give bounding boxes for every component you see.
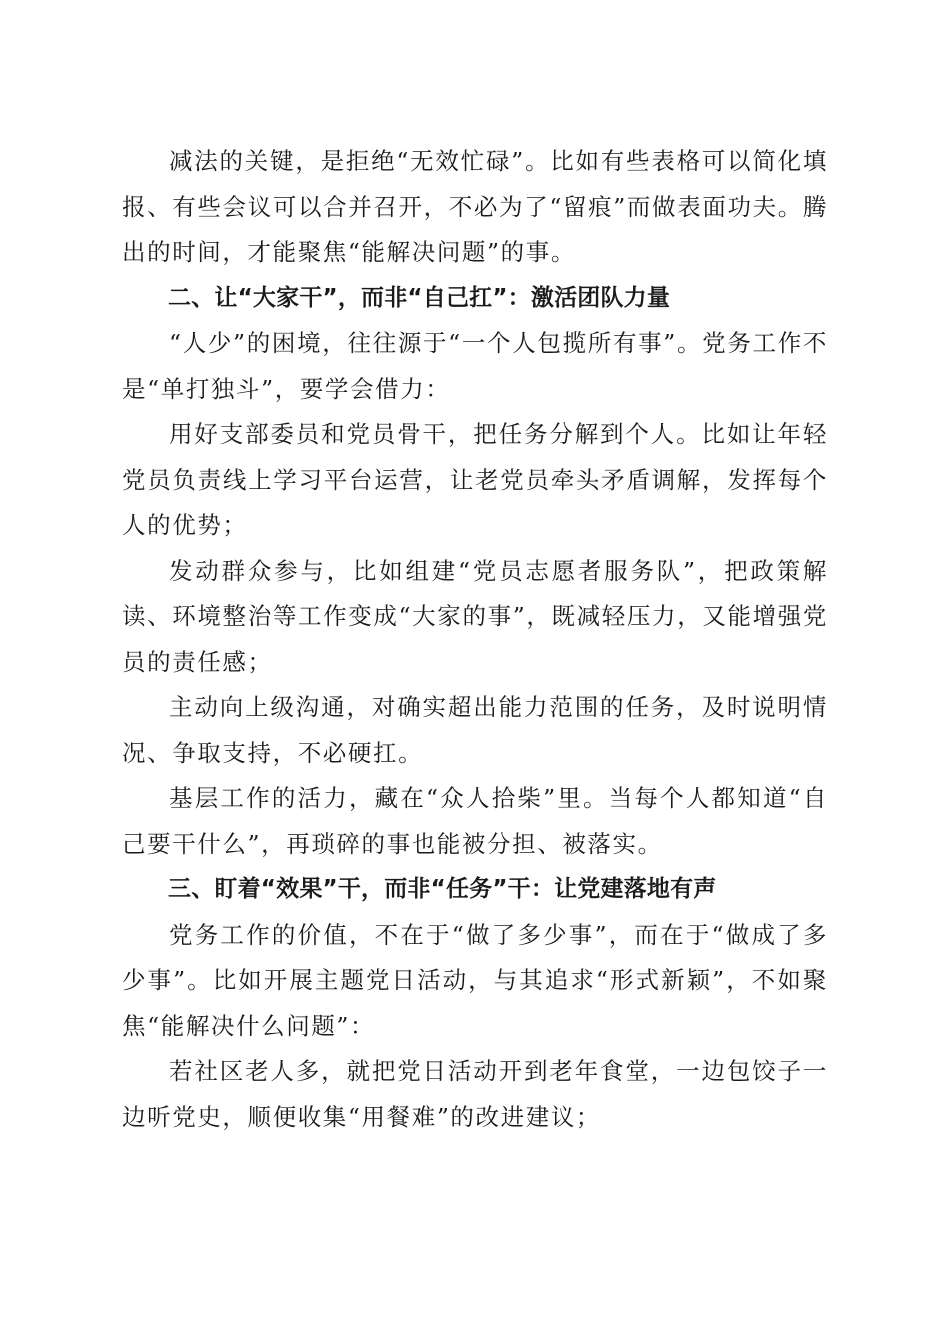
body-paragraph: 减法的关键，是拒绝“无效忙碌”。比如有些表格可以简化填报、有些会议可以合并召开，不必为了“留痕”而做表面功夫。腾出的时间，才能聚焦“能解决问题”的事。 — [122, 147, 828, 266]
document-page — [122, 139, 828, 1140]
body-paragraph: 党务工作的价值，不在于“做了多少事”，而在于“做成了多少事”。比如开展主题党日活动，与其追求“形式新颖”，不如聚焦“能解决什么问题”： — [122, 920, 828, 1040]
body-paragraph: “人少”的困境，往往源于“一个人包揽所有事”。党务工作不是“单打独斗”，要学会借力： — [122, 329, 828, 403]
body-paragraph: 用好支部委员和党员骨干，把任务分解到个人。比如让年轻党员负责线上学习平台运营，让老党员牵头矛盾调解，发挥每个人的优势； — [122, 420, 828, 539]
body-paragraph: 发动群众参与，比如组建“党员志愿者服务队”，把政策解读、环境整治等工作变成“大家的事”，既减轻压力，又能增强党员的责任感； — [122, 556, 828, 676]
section-heading: 三、盯着“效果”干，而非“任务”干：让党建落地有声 — [168, 876, 717, 902]
body-paragraph: 基层工作的活力，藏在“众人拾柴”里。当每个人都知道“自己要干什么”，再琐碎的事也能被分担、被落实。 — [122, 784, 828, 858]
body-paragraph: 主动向上级沟通，对确实超出能力范围的任务，及时说明情况、争取支持，不必硬扛。 — [122, 693, 828, 767]
body-paragraph: 若社区老人多，就把党日活动开到老年食堂，一边包饺子一边听党史，顺便收集“用餐难”的改进建议； — [122, 1057, 828, 1131]
section-heading: 二、让“大家干”，而非“自己扛”：激活团队力量 — [168, 284, 671, 311]
